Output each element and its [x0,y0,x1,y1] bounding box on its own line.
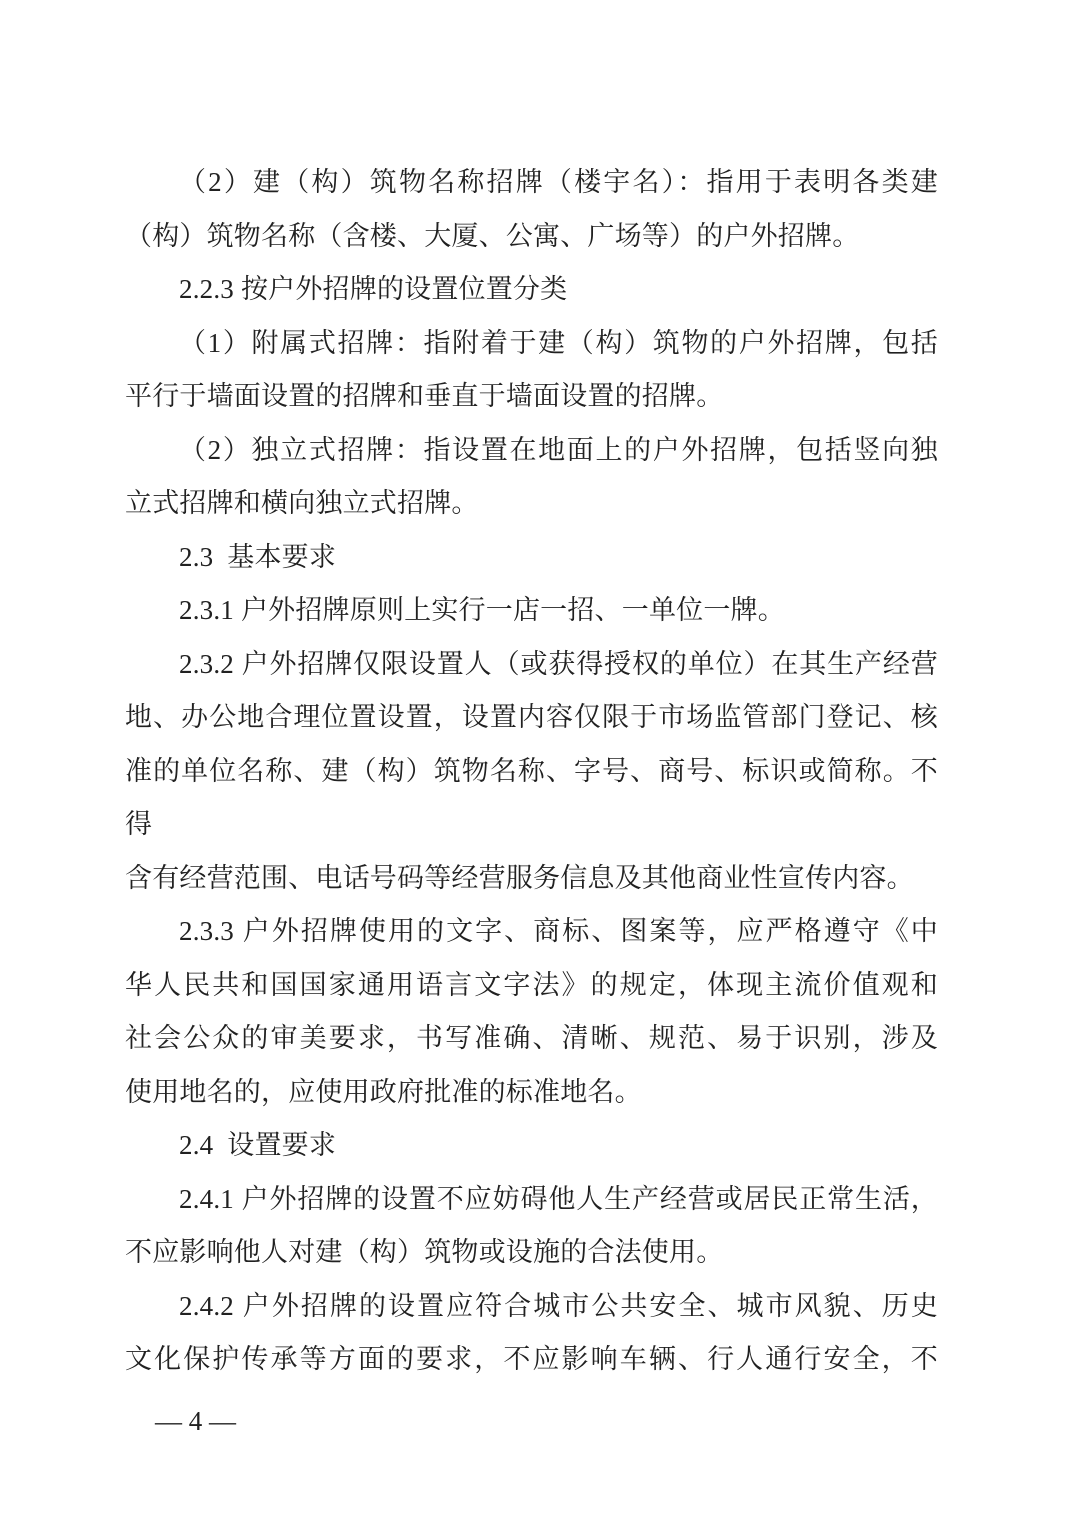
clause-2-4-2 [125,1280,938,1387]
document-body [125,156,938,1387]
text-line: 2.2.3 按户外招牌的设置位置分类 [179,274,568,304]
text-line: 2.3.1 户外招牌原则上实行一店一招、一单位一牌。 [179,595,785,625]
text-line: 地、办公地合理位置设置，设置内容仅限于市场监管部门登记、核 [125,702,938,732]
heading-2-2-3-position-classification [125,263,938,317]
clause-2-4-1 [125,1173,938,1280]
text-line: 平行于墙面设置的招牌和垂直于墙面设置的招牌。 [125,381,724,411]
text-line: 不应影响他人对建（构）筑物或设施的合法使用。 [125,1237,724,1267]
text-line: 文化保护传承等方面的要求，不应影响车辆、行人通行安全，不 [125,1344,938,1374]
text-line: 准的单位名称、建（构）筑物名称、字号、商号、标识或简称。不得 [125,755,938,839]
text-line: （2）建（构）筑物名称招牌（楼宇名）：指用于表明各类建 [179,167,938,197]
para-def-freestanding-sign [125,424,938,531]
text-line: 2.4.2 户外招牌的设置应符合城市公共安全、城市风貌、历史 [179,1290,938,1321]
text-line: 2.3.2 户外招牌仅限设置人（或获得授权的单位）在其生产经营 [179,648,938,679]
para-def-attached-sign [125,317,938,424]
clause-2-3-2 [125,638,938,906]
text-line: 2.4 设置要求 [179,1130,337,1160]
text-line: （1）附属式招牌：指附着于建（构）筑物的户外招牌，包括 [179,327,938,358]
text-line: 立式招牌和横向独立式招牌。 [125,488,479,518]
clause-2-3-1 [125,584,938,638]
text-line: 2.4.1 户外招牌的设置不应妨碍他人生产经营或居民正常生活， [179,1183,938,1214]
text-line: 含有经营范围、电话号码等经营服务信息及其他商业性宣传内容。 [125,862,914,893]
text-line: 2.3.3 户外招牌使用的文字、商标、图案等，应严格遵守《中 [179,916,938,946]
clause-2-3-3 [125,905,938,1119]
page-number: — 4 — [155,1405,236,1436]
text-line: 社会公众的审美要求，书写准确、清晰、规范、易于识别，涉及 [125,1023,938,1053]
text-line: （构）筑物名称（含楼、大厦、公寓、广场等）的户外招牌。 [125,220,860,251]
text-line: 2.3 基本要求 [179,541,337,572]
text-line: 使用地名的，应使用政府批准的标准地名。 [125,1076,642,1107]
heading-2-4-installation-requirements [125,1119,938,1173]
para-def-building-name-sign [125,156,938,263]
heading-2-3-basic-requirements [125,531,938,585]
text-line: （2）独立式招牌：指设置在地面上的户外招牌，包括竖向独 [179,434,938,465]
text-line: 华人民共和国国家通用语言文字法》的规定，体现主流价值观和 [125,969,938,1000]
